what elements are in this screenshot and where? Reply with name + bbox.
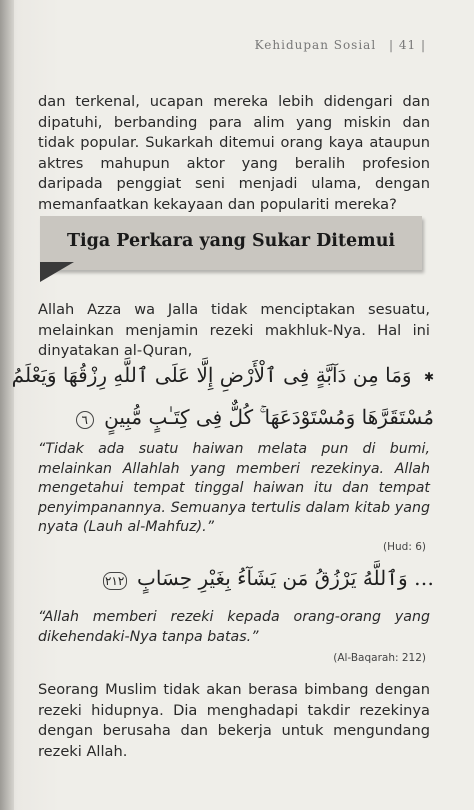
verse1-arabic-line2 <box>76 405 434 429</box>
section-heading: Tiga Perkara yang Sukar Ditemui <box>66 231 396 251</box>
verse-star-icon: ✱ <box>423 369 434 384</box>
closing-paragraph: Seorang Muslim tidak akan berasa bimbang dengan rezeki hidupnya. Dia menghadapi takdir rezekinya dengan berusaha dan bekerja untuk mengundang rezeki Allah. <box>38 681 430 760</box>
lead-paragraph: Allah Azza wa Jalla tidak menciptakan sesuatu, melainkan menjamin rezeki makhluk-Nya. Hal ini dinyatakan al-Quran, <box>38 301 430 359</box>
verse1-arabic-line1-text: وَمَا مِن دَآبَّةٍ فِى ٱلْأَرْضِ إِلَّا عَلَى ٱللَّهِ رِزْقُهَا وَيَعْلَمُ <box>11 363 412 387</box>
running-head-title: Kehidupan Sosial <box>254 38 377 52</box>
verse1-arabic-line1 <box>12 363 434 387</box>
ayah-number-marker: ٢١٢ <box>103 572 127 590</box>
verse2-translation: “Allah memberi rezeki kepada orang-orang yang dikehendaki-Nya tanpa batas.” <box>38 609 430 645</box>
verse2-arabic-text: … وَٱللَّهُ يَرْزُقُ مَن يَشَآءُ بِغَيْرِ حِسَابٍ <box>137 566 434 590</box>
verse1-source: (Hud: 6) <box>383 541 426 553</box>
page-gutter-shadow <box>0 0 14 810</box>
verse1-translation: “Tidak ada suatu haiwan melata pun di bumi, melainkan Allahlah yang memberi rezekinya. Allah mengetahui tempat tinggal haiwan itu dan tempat penyimpanannya. Semuanya tertulis dalam kitab yang nyata (Lauh al-Mahfuz).” <box>38 441 430 535</box>
verse2-arabic-line <box>103 566 434 590</box>
verse2-source: (Al-Baqarah: 212) <box>333 652 426 664</box>
ayah-number-marker: ٦ <box>76 411 94 429</box>
section-heading-tab <box>40 262 74 282</box>
intro-paragraph: dan terkenal, ucapan mereka lebih didengari dan dipatuhi, berbanding para alim yang miskin dan tidak popular. Sukarkah ditemui orang kaya ataupun aktres mahupun aktor yang beralih profesion daripada penggiat seni menjadi ulama, dengan memanfaatkan kekayaan dan populariti mereka? <box>38 93 430 213</box>
page-number: | 41 | <box>389 38 426 52</box>
verse1-arabic-line2-text: مُسْتَقَرَّهَا وَمُسْتَوْدَعَهَا ۚ كُلٌّ فِى كِتَـٰبٍ مُّبِينٍ <box>104 405 434 429</box>
running-head <box>255 38 426 52</box>
